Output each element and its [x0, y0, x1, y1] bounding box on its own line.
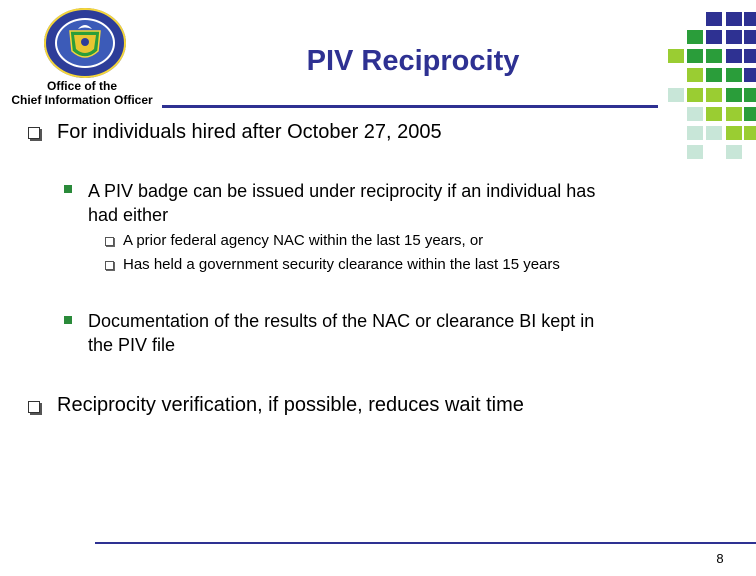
sub-sub-item-b: Has held a government security clearance within the last 15 years — [123, 256, 560, 273]
doe-seal-icon — [42, 7, 128, 79]
bullet-item-2: Reciprocity verification, if possible, reduces wait time — [57, 394, 524, 416]
sub-item-2-line-2: the PIV file — [88, 335, 176, 355]
grid-square — [687, 126, 703, 140]
grid-square — [726, 49, 742, 63]
grid-square — [726, 12, 742, 26]
grid-square — [744, 12, 756, 26]
grid-square — [668, 49, 684, 63]
grid-square — [726, 30, 742, 44]
grid-square — [726, 68, 742, 82]
grid-square — [668, 88, 684, 102]
bullet-box-icon — [105, 261, 114, 270]
grid-square — [706, 107, 722, 121]
office-line-1: Office of the — [46, 79, 117, 93]
bullet-box-icon — [28, 127, 40, 139]
grid-square — [726, 126, 742, 140]
sub-item-1-line-2: had either — [88, 205, 169, 225]
grid-square — [744, 107, 756, 121]
grid-square — [706, 126, 722, 140]
grid-square — [706, 30, 722, 44]
grid-square — [744, 88, 756, 102]
grid-square — [744, 49, 756, 63]
title-divider — [162, 105, 658, 108]
footer-divider — [95, 542, 756, 544]
grid-square — [687, 88, 703, 102]
grid-square — [687, 68, 703, 82]
grid-square — [744, 126, 756, 140]
grid-square — [744, 68, 756, 82]
grid-square — [687, 145, 703, 159]
grid-square — [706, 12, 722, 26]
grid-square — [706, 88, 722, 102]
bullet-square-icon — [64, 316, 72, 324]
bullet-box-icon — [105, 237, 114, 246]
page-title: PIV Reciprocity — [306, 45, 520, 77]
grid-square — [726, 145, 742, 159]
grid-square — [706, 49, 722, 63]
grid-square — [706, 68, 722, 82]
sub-sub-item-a: A prior federal agency NAC within the last 15 years, or — [123, 232, 484, 249]
bullet-item-1: For individuals hired after October 27, 2005 — [57, 121, 442, 143]
grid-square — [687, 49, 703, 63]
grid-square — [687, 30, 703, 44]
grid-square — [744, 30, 756, 44]
page-number: 8 — [716, 551, 724, 566]
grid-square — [726, 107, 742, 121]
office-line-2: Chief Information Officer — [11, 93, 153, 107]
bullet-square-icon — [64, 185, 72, 193]
sub-item-1-line-1: A PIV badge can be issued under reciprocity if an individual has — [88, 181, 596, 201]
sub-item-2-line-1: Documentation of the results of the NAC or clearance BI kept in — [88, 311, 595, 331]
grid-square — [687, 107, 703, 121]
office-label — [0, 79, 164, 107]
bullet-box-icon — [28, 401, 40, 413]
grid-square — [726, 88, 742, 102]
